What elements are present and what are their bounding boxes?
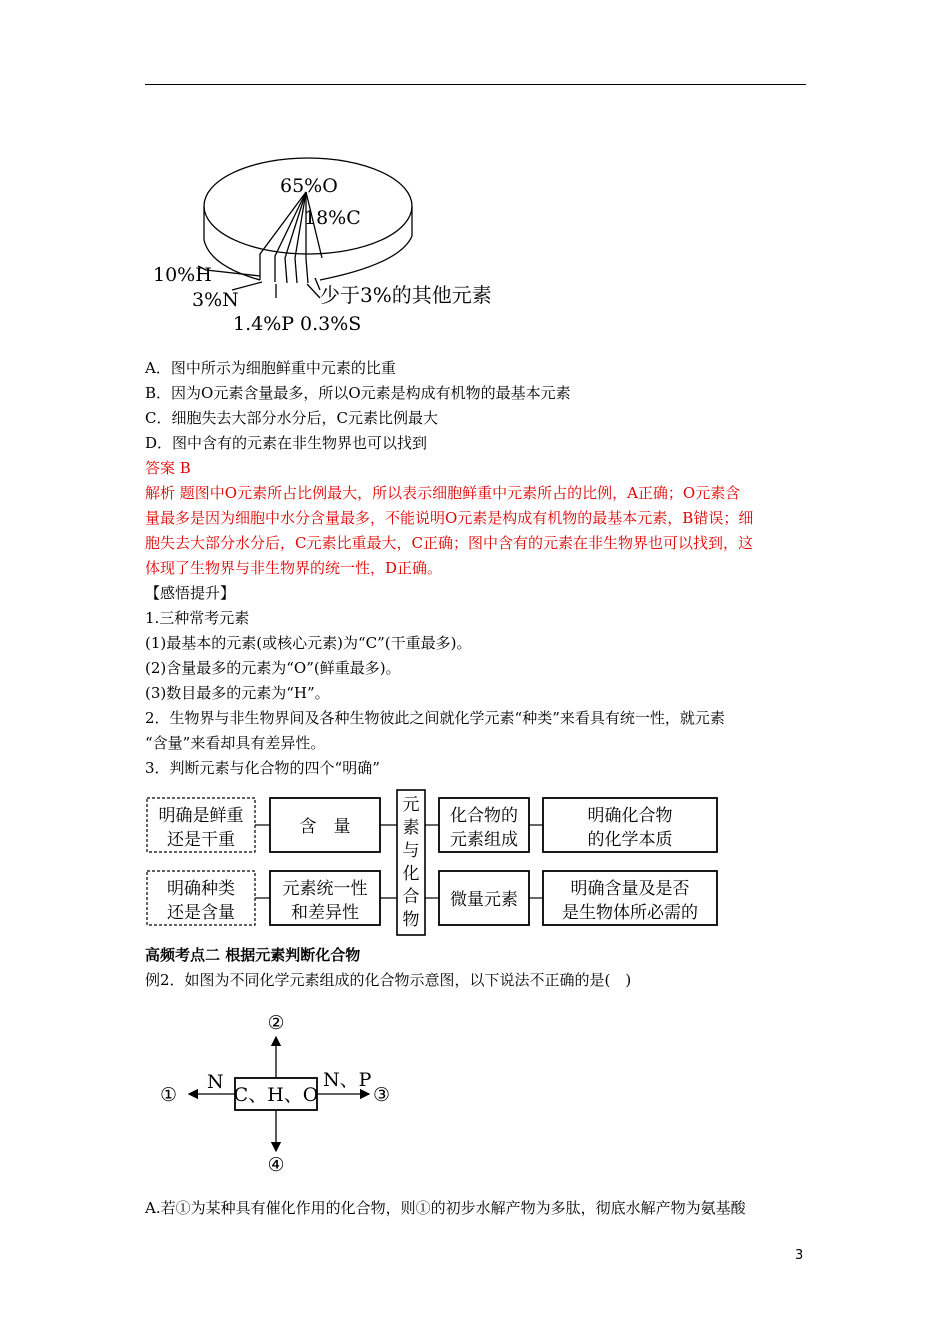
flow-mid2-line1: 元素统一性 bbox=[282, 879, 368, 899]
diagram-box-label: C、H、O bbox=[233, 1084, 319, 1106]
diagram-node-4: ④ bbox=[267, 1154, 285, 1176]
page-number: 3 bbox=[795, 1248, 804, 1263]
diagram-label-n: N bbox=[207, 1071, 224, 1093]
analysis-line: 胞失去大部分水分后，C元素比重最大，C正确；图中含有的元素在非生物界也可以找到，这 bbox=[145, 534, 753, 552]
pie-label-o: 65%O bbox=[280, 175, 338, 197]
insight-p2a: 2．生物界与非生物界间及各种生物彼此之间就化学元素“种类”来看具有统一性，就元素 bbox=[145, 709, 725, 727]
flow-r1-line4: 的化学本质 bbox=[587, 830, 673, 850]
flow-r1-line3: 明确化合物 bbox=[587, 806, 673, 826]
analysis-line: 量最多是因为细胞中水分含量最多，不能说明O元素是构成有机物的最基本元素，B错误；细 bbox=[145, 509, 754, 527]
option-c: C．细胞失去大部分水分后，C元素比例最大 bbox=[145, 409, 438, 427]
section-heading: 高频考点二 根据元素判断化合物 bbox=[145, 946, 361, 964]
flow-r2-line2: 明确含量及是否 bbox=[570, 879, 690, 899]
flow-center-char: 与 bbox=[402, 841, 420, 861]
example-question: 例2．如图为不同化学元素组成的化合物示意图，以下说法不正确的是( ) bbox=[145, 971, 632, 989]
pie-label-other: 少于3%的其他元素 bbox=[320, 283, 492, 307]
flow-center-char: 合 bbox=[402, 887, 420, 907]
flow-r1-line2: 元素组成 bbox=[450, 830, 518, 850]
header-rule bbox=[145, 84, 806, 85]
flow-mid2-line2: 和差异性 bbox=[291, 903, 359, 923]
flow-r2-line3: 是生物体所必需的 bbox=[562, 903, 698, 923]
element-pie-figure bbox=[150, 148, 530, 338]
flow-r2-line1: 微量元素 bbox=[450, 890, 518, 910]
insight-heading: 【感悟提升】 bbox=[145, 584, 236, 602]
flow-mid1: 含 量 bbox=[299, 817, 351, 837]
pie-label-c: 18%C bbox=[304, 207, 361, 229]
answer-line: 答案 B bbox=[145, 459, 191, 477]
insight-p2b: “含量”来看却具有差异性。 bbox=[145, 734, 326, 752]
diagram-node-3: ③ bbox=[373, 1084, 391, 1106]
insight-p1a: (1)最基本的元素(或核心元素)为“C”(干重最多)。 bbox=[145, 634, 472, 652]
insight-p1b: (2)含量最多的元素为“O”(鲜重最多)。 bbox=[145, 659, 401, 677]
insight-p1c: (3)数目最多的元素为“H”。 bbox=[145, 684, 330, 702]
diagram-node-1: ① bbox=[160, 1084, 178, 1106]
flow-r1-line1: 化合物的 bbox=[450, 806, 518, 826]
flow-left1-line1: 明确是鲜重 bbox=[158, 806, 244, 826]
flow-left2-line2: 还是含量 bbox=[167, 903, 235, 923]
analysis-line: 体现了生物界与非生物界的统一性，D正确。 bbox=[145, 559, 443, 577]
pie-label-s: 0.3%S bbox=[300, 313, 362, 335]
element-compound-flow-diagram bbox=[145, 788, 720, 938]
option-b: B．因为O元素含量最多，所以O元素是构成有机物的最基本元素 bbox=[145, 384, 571, 402]
compound-arrow-diagram bbox=[155, 1005, 415, 1185]
flow-left2-line1: 明确种类 bbox=[167, 879, 235, 899]
pie-label-h: 10%H bbox=[153, 264, 212, 286]
flow-center-char: 元 bbox=[402, 795, 420, 815]
diagram-node-2: ② bbox=[267, 1012, 285, 1034]
insight-p3: 3．判断元素与化合物的四个“明确” bbox=[145, 759, 380, 777]
flow-center-char: 化 bbox=[402, 864, 420, 884]
pie-label-p: 1.4%P bbox=[233, 313, 295, 335]
diagram-label-np: N、P bbox=[323, 1069, 372, 1091]
flow-center-char: 物 bbox=[402, 910, 420, 930]
insight-p1: 1.三种常考元素 bbox=[145, 609, 250, 627]
flow-center-char: 素 bbox=[402, 818, 420, 838]
option-a: A．图中所示为细胞鲜重中元素的比重 bbox=[145, 359, 396, 377]
flow-left1-line2: 还是干重 bbox=[167, 830, 235, 850]
option-a2: A.若①为某种具有催化作用的化合物，则①的初步水解产物为多肽，彻底水解产物为氨基酸 bbox=[145, 1199, 746, 1217]
option-d: D．图中含有的元素在非生物界也可以找到 bbox=[145, 434, 428, 452]
analysis-line: 解析 题图中O元素所占比例最大，所以表示细胞鲜重中元素所占的比例，A正确；O元素含 bbox=[145, 484, 741, 502]
pie-label-n: 3%N bbox=[192, 289, 239, 311]
